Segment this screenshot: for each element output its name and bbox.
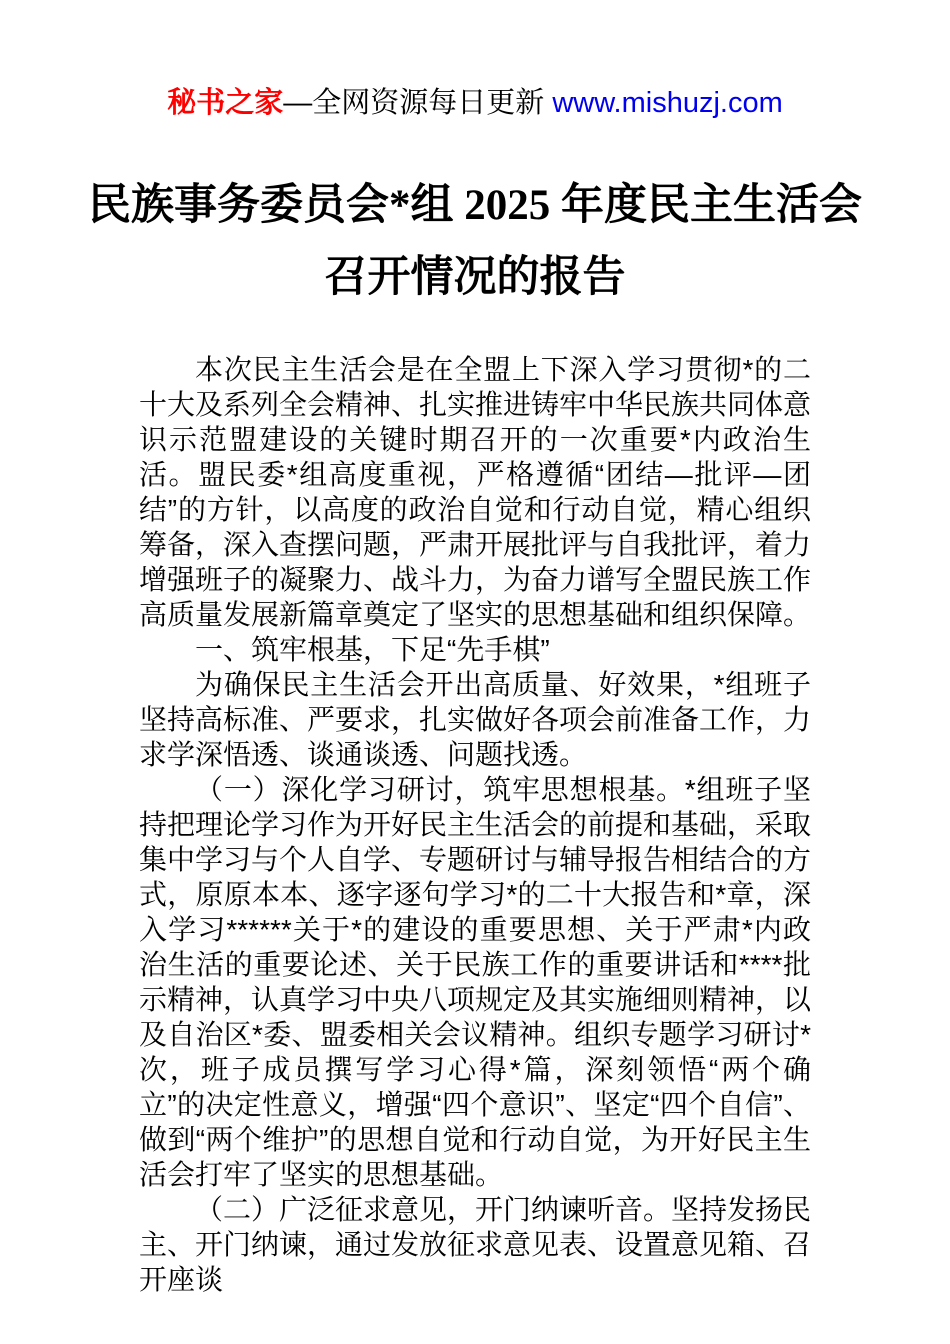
paragraph-preparation: 为确保民主生活会开出高质量、好效果，*组班子坚持高标准、严要求，扎实做好各项会前准备工作，力求学深悟透、谈通谈透、问题找透。 (139, 669, 812, 770)
paragraph-intro: 本次民主生活会是在全盟上下深入学习贯彻*的二十大及系列全会精神、扎实推进铸牢中华民族共同体意识示范盟建设的关键时期召开的一次重要*内政治生活。盟民委*组高度重视，严格遵循“团结—批评—团结”的方针，以高度的政治自觉和行动自觉，精心组织筹备，深入查摆问题，严肃开展批评与自我批评，着力增强班子的凝聚力、战斗力，为奋力谱写全盟民族工作高质量发展新篇章奠定了坚实的思想基础和组织保障。 (139, 354, 812, 630)
site-url-link[interactable]: www.mishuzj.com (552, 87, 783, 119)
document-title-line-1: 民族事务委员会*组 2025 年度民主生活会 (88, 182, 862, 229)
paragraph-study-research: （一）深化学习研讨，筑牢思想根基。*组班子坚持把理论学习作为开好民主生活会的前提和基础，采取集中学习与个人自学、专题研讨与辅导报告相结合的方式，原原本本、逐字逐句学习*的二十大报告和*章，深入学习******关于*的建设的重要思想、关于严肃*内政治生活的重要论述、关于民族工作的重要讲话和****批示精神，认真学习中央八项规定及其实施细则精神，以及自治区*委、盟委相关会议精神。组织专题学习研讨*次，班子成员撰写学习心得*篇，深刻领悟“两个确立”的决定性意义，增强“四个意识”、坚定“四个自信”、做到“两个维护”的思想自觉和行动自觉，为开好民主生活会打牢了坚实的思想基础。 (139, 774, 812, 1190)
document-title-line-2: 召开情况的报告 (324, 254, 626, 301)
site-tagline: —全网资源每日更新 (283, 87, 553, 119)
site-header (0, 0, 950, 122)
site-brand: 秘书之家 (167, 87, 284, 119)
section-heading-1: 一、筑牢根基，下足“先手棋” (195, 634, 550, 665)
document-title (40, 170, 910, 314)
paragraph-solicit-opinions: （二）广泛征求意见，开门纳谏听音。坚持发扬民主、开门纳谏，通过发放征求意见表、设置意见箱、召开座谈 (139, 1194, 812, 1295)
document-body (139, 352, 811, 1297)
